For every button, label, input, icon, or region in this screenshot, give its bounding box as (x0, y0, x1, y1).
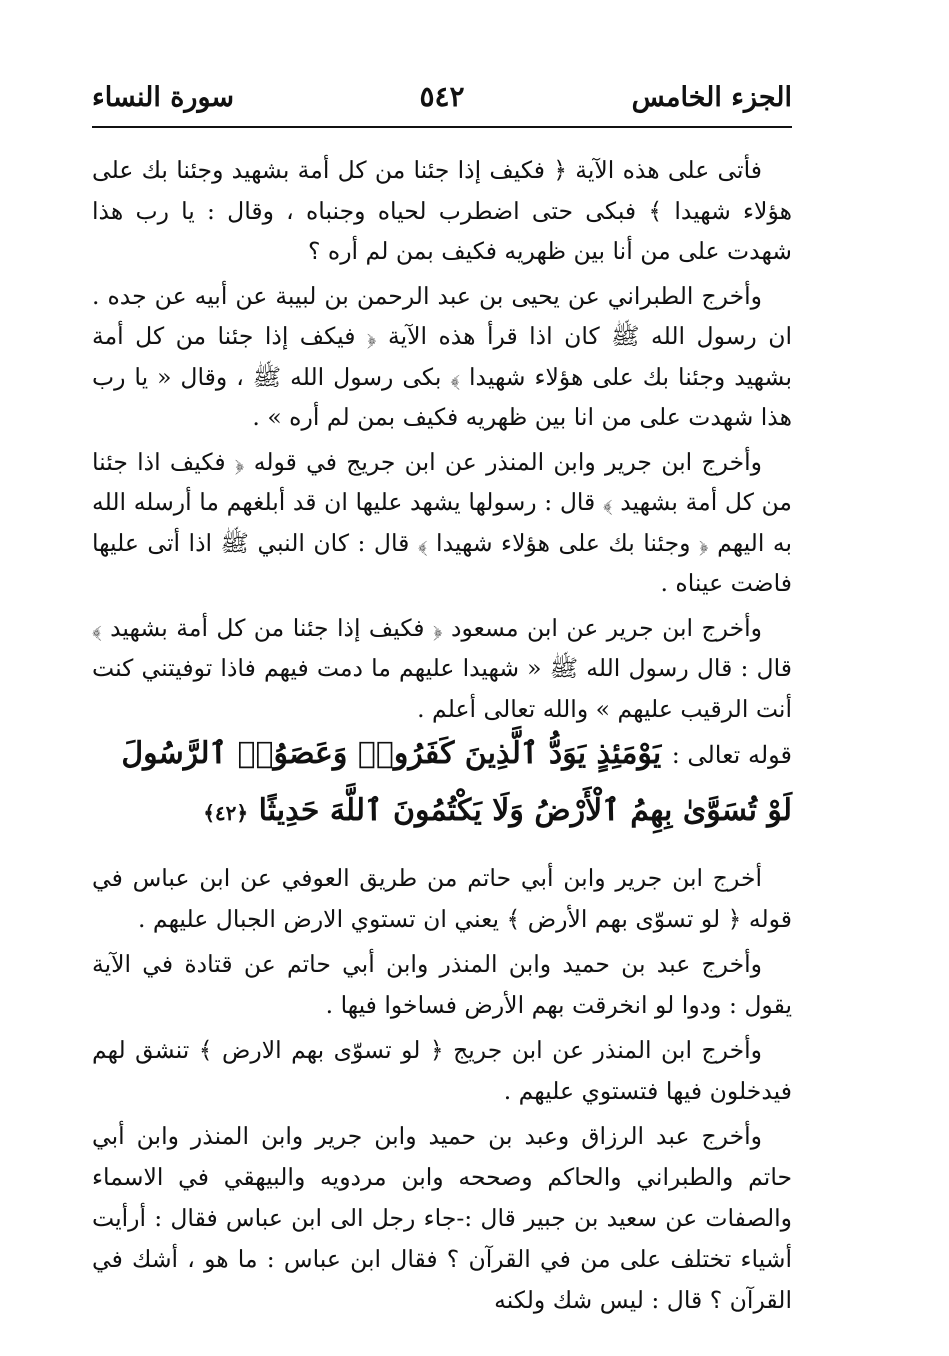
verse-label: قوله تعالى : (671, 741, 792, 769)
surah-title: سورة النساء (92, 82, 235, 113)
paragraph: وأخرج عبد الرزاق وعبد بن حميد وابن جرير وابن المنذر وابن أبي حاتم والطبراني والحاكم وصححه وابن مردويه والبيهقي في الاسماء والصفات عن سعيد بن جبير قال :-جاء رجل الى ابن عباس فقال : أرأيت أشياء تختلف على من في القرآن ؟ فقال ابن عباس : ما هو ، أشك في القرآن ؟ قال : ليس شك ولكنه (92, 1122, 792, 1314)
verse-number: ﴿٤٢﴾ (203, 801, 249, 825)
paragraph: أخرج ابن جرير وابن أبي حاتم من طريق العوفي عن ابن عباس في قوله ﴿ لو تسوّى بهم الأرض ﴾ يعني ان تستوي الارض الجبال عليهم . (92, 864, 792, 933)
paragraph: وأخرج ابن جرير عن ابن مسعود ﴿ فكيف إذا جئنا من كل أمة بشهيد ﴾ قال : قال رسول الله ﷺ « شهيدا عليهم ما دمت فيهم فاذا توفيتني كنت أنت الرقيب عليهم » والله تعالى أعلم . (92, 613, 792, 723)
paragraph: وأخرج عبد بن حميد وابن المنذر وابن أبي حاتم عن قتادة في الآية يقول : ودوا لو انخرقت بهم الأرض فساخوا فيها . (92, 950, 792, 1019)
page-header (92, 70, 792, 128)
paragraph: وأخرج ابن المنذر عن ابن جريج ﴿ لو تسوّى بهم الارض ﴾ تنشق لهم فيدخلون فيها فتستوي عليهم . (92, 1036, 792, 1105)
quran-verse (92, 726, 792, 841)
part-title: الجزء الخامس (631, 82, 792, 113)
verse-text: يَوْمَئِذٍ يَوَدُّ ٱلَّذِينَ كَفَرُوا۟ وَعَصَوُا۟ ٱلرَّسُولَ لَوْ تُسَوَّىٰ بِهِمُ ٱلْأَرْضُ وَلَا يَكْتُمُونَ ٱللَّهَ حَدِيثًا (121, 736, 792, 828)
paragraph: فأتى على هذه الآية ﴿ فكيف إذا جئنا من كل أمة بشهيد وجئنا بك على هؤلاء شهيدا ﴾ فبكى حتى اضطرب لحياه وجنباه ، وقال : يا رب هذا شهدت على من أنا بين ظهريه فكيف بمن لم أره ؟ (92, 156, 792, 265)
commentary-bottom (92, 858, 792, 1325)
paragraph: وأخرج الطبراني عن يحيى بن عبد الرحمن بن لبيبة عن أبيه عن جده . ان رسول الله ﷺ كان اذا قرأ هذه الآية ﴿ فيكف إذا جئنا من كل أمة بشهيد وجئنا بك على هؤلاء شهيدا ﴾ بكى رسول الله ﷺ ، وقال « يا رب هذا شهدت على من انا بين ظهريه فكيف بمن لم أره » . (92, 281, 792, 431)
page-number: ٥٤٢ (419, 80, 465, 113)
commentary-top (92, 150, 792, 733)
paragraph: وأخرج ابن جرير وابن المنذر عن ابن جريج في قوله ﴿ فكيف اذا جئنا من كل أمة بشهيد ﴾ قال : رسولها يشهد عليها ان قد أبلغهم ما أرسله الله به اليهم ﴿ وجئنا بك على هؤلاء شهيدا ﴾ قال : كان النبي ﷺ اذا أتى عليها فاضت عيناه . (92, 447, 792, 597)
